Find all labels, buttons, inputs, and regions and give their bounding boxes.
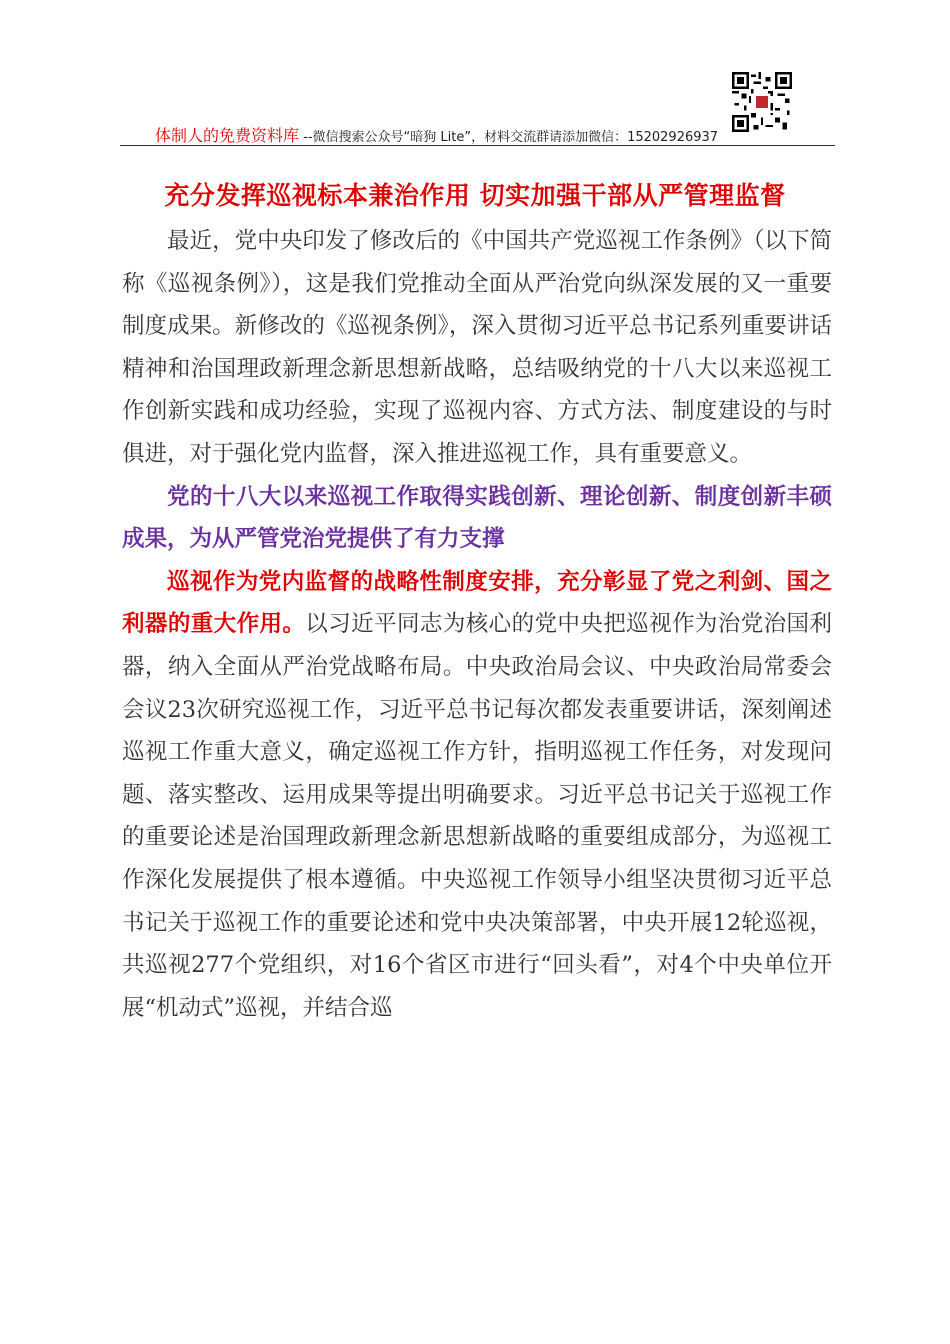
section-heading: 党的十八大以来巡视工作取得实践创新、理论创新、制度创新丰硕成果，为从严管党治党提供了有力支撑 — [122, 483, 832, 553]
paragraph-2-lead: 巡视作为党内监督的战略性制度安排，充分彰显了党之利剑、国之利器的重大作用。 — [122, 568, 832, 638]
paragraph-2-text: 以习近平同志为核心的党中央把巡视作为治党治国利器，纳入全面从严治党战略布局。中央政治局会议、中央政治局常委会会议23次研究巡视工作，习近平总书记每次都发表重要讲话，深刻阐述巡视工作重大意义，确定巡视工作方针，指明巡视工作任务，对发现问题、落实整改、运用成果等提出明确要求。习近平总书记关于巡视工作的重要论述是治国理政新理念新思想新战略的重要组成部分，为巡视工作深化发展提供了根本遵循。中央巡视工作领导小组坚决贯彻习近平总书记关于巡视工作的重要论述和党中央决策部署，中央开展12轮巡视，共巡视277个党组织，对16个省区市进行“回头看”，对4个中央单位开展“机动式”巡视，并结合巡 — [122, 611, 832, 1021]
header-banner — [155, 123, 718, 146]
page-header — [120, 72, 835, 146]
document-title: 充分发挥巡视标本兼治作用 切实加强干部从严管理监督 — [164, 181, 786, 210]
paragraph-2 — [122, 561, 832, 1030]
header-divider — [120, 145, 835, 146]
header-note: --微信搜索公众号“暗狗 Lite”，材料交流群请添加微信：15202926937 — [299, 130, 719, 145]
document-body — [122, 220, 832, 1029]
paragraph-1: 最近，党中央印发了修改后的《中国共产党巡视工作条例》（以下简称《巡视条例》），这是我们党推动全面从严治党向纵深发展的又一重要制度成果。新修改的《巡视条例》，深入贯彻习近平总书记系列重要讲话精神和治国理政新理念新思想新战略，总结吸纳党的十八大以来巡视工作创新实践和成功经验，实现了巡视内容、方式方法、制度建设的与时俱进，对于强化党内监督，深入推进巡视工作，具有重要意义。 — [122, 228, 832, 467]
header-brand: 体制人的免费资料库 — [155, 126, 300, 145]
qr-code-icon[interactable] — [732, 72, 792, 132]
